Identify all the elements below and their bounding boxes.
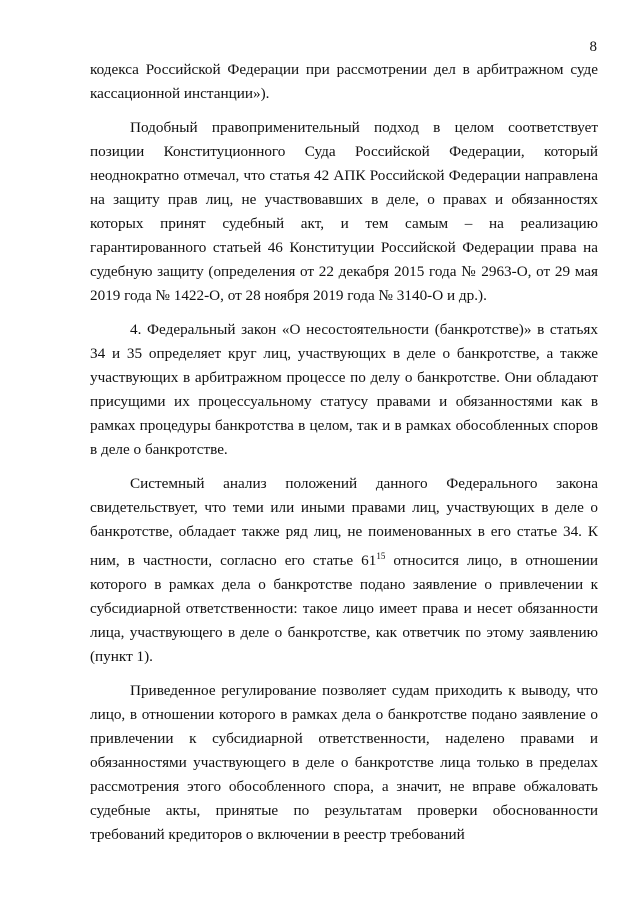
paragraph-continuation: кодекса Российской Федерации при рассмотрении дел в арбитражном суде кассационной инстанции»). bbox=[90, 61, 598, 102]
paragraph-regulation: Приведенное регулирование позволяет судам приходить к выводу, что лицо, в отношении которого в рамках дела о банкротстве подано заявление о привлечении к субсидиарной ответственности, наделено правами и обязанностями участвующего в деле о банкротстве лица только в пределах рассмотрения этого обособленного спора, а значит, не вправе обжаловать судебные акты, принятые по результатам проверки обоснованности требований кредиторов о включении в реестр требований bbox=[90, 682, 598, 844]
paragraph-systemic-analysis-text: Системный анализ положений данного Федерального закона свидетельствует, что теми или иными правами лиц, участвующих в деле о банкротстве, обладает также ряд лиц, не поименованных в его статье 34. К ним, в частности, согласно его статье 61 bbox=[90, 475, 598, 570]
superscript-15: 15 bbox=[376, 551, 386, 561]
paragraph-bankruptcy-law: 4. Федеральный закон «О несостоятельности (банкротстве)» в статьях 34 и 35 определяет круг лиц, участвующих в деле о банкротстве, а также участвующих в арбитражном процессе по делу о банкротстве. Они обладают присущими их процессуальному статусу правами и обязанностями как в рамках процедуры банкротства в целом, так и в рамках обособленных споров в деле о банкротстве. bbox=[90, 321, 598, 458]
paragraph-systemic-analysis-tail: относится лицо, в отношении которого в рамках дела о банкротстве подано заявление о привлечении к субсидиарной ответственности: такое лицо имеет права и несет обязанности лица, участвующего в деле о банкротстве, как ответчик по этому заявлению (пункт 1). bbox=[90, 552, 598, 666]
document-body bbox=[90, 58, 598, 847]
paragraph-systemic-analysis bbox=[90, 472, 598, 669]
page-number: 8 bbox=[589, 39, 597, 55]
paragraph-constitutional-court: Подобный правоприменительный подход в целом соответствует позиции Конституционного Суда Российской Федерации, который неоднократно отмечал, что статья 42 АПК Российской Федерации направлена на защиту прав лиц, не участвовавших в деле, о правах и обязанностях которых принят судебный акт, и тем самым – на реализацию гарантированного статьей 46 Конституции Российской Федерации права на судебную защиту (определения от 22 декабря 2015 года № 2963-О, от 29 мая 2019 года № 1422-О, от 28 ноября 2019 года № 3140-О и др.). bbox=[90, 119, 598, 304]
